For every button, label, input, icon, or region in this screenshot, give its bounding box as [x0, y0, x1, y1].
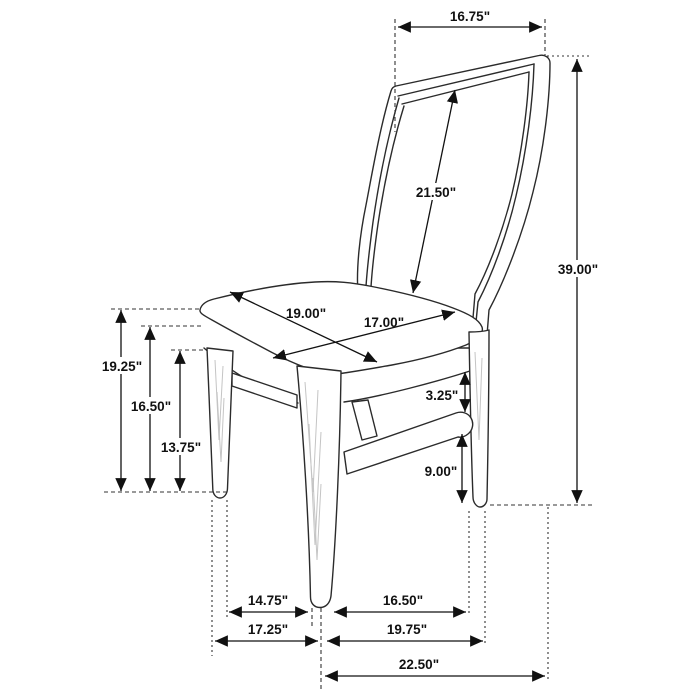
dim-label: 19.00": [285, 306, 327, 321]
dim-label: 19.75": [386, 622, 428, 637]
dim-label: 16.75": [449, 9, 491, 24]
dim-base-side-depth: [327, 622, 483, 641]
dim-overall-height: [551, 59, 604, 503]
dim-label: 9.00": [424, 464, 458, 479]
dim-label: 19.25": [101, 359, 143, 374]
chair-drawing: [200, 55, 550, 607]
dim-label: 22.50": [398, 657, 440, 672]
left-stretcher: [232, 373, 297, 408]
dim-label: 17.00": [363, 315, 405, 330]
dim-label: 16.50": [130, 399, 172, 414]
dim-label: 3.25": [425, 388, 459, 403]
dim-label: 16.50": [382, 593, 424, 608]
center-support-post: [352, 400, 377, 440]
front-right-leg: [297, 366, 341, 608]
dim-label: 17.25": [247, 622, 289, 637]
dim-floor-to-seat-bottom: [127, 327, 175, 491]
dim-front-to-rear-foot: [334, 593, 466, 612]
dim-base-width: [215, 622, 318, 641]
dim-front-leg-spacing: [229, 593, 308, 612]
dim-label: 14.75": [247, 593, 289, 608]
dim-top-back-width: [398, 9, 542, 27]
dim-label: 21.50": [415, 185, 457, 200]
dim-label: 39.00": [557, 262, 599, 277]
dim-floor-to-apron: [157, 351, 205, 491]
dim-base-overall-depth: [325, 657, 545, 676]
dim-label: 13.75": [160, 440, 202, 455]
